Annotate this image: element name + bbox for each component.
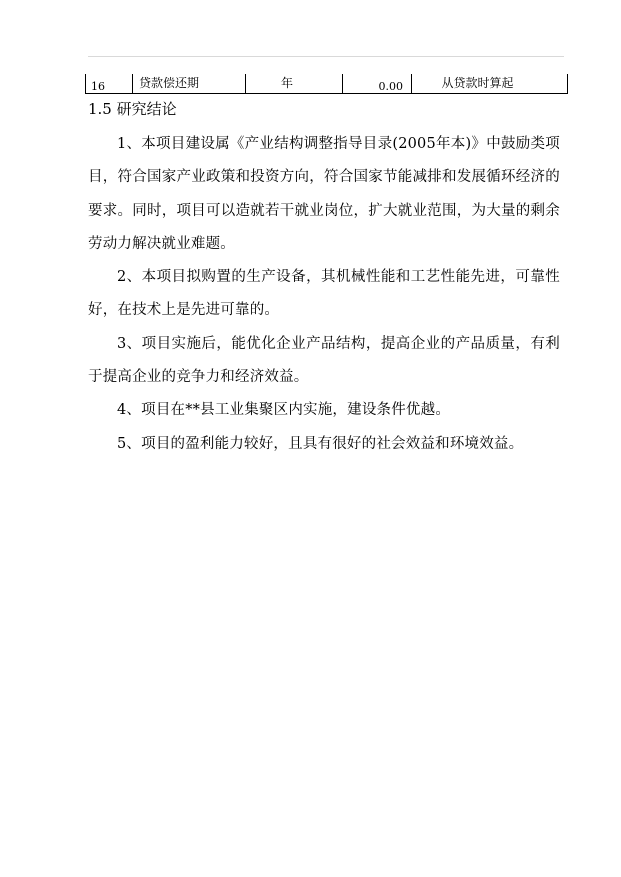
conclusion-paragraph-3: 3、项目实施后，能优化企业产品结构，提高企业的产品质量，有利于提高企业的竞争力和经济效益。: [88, 335, 560, 386]
table-cell-item: 贷款偿还期: [132, 74, 245, 93]
table-cell-note: 从贷款时算起: [411, 74, 568, 93]
section-heading: 1.5 研究结论: [88, 100, 177, 118]
conclusion-paragraph-4: 4、项目在**县工业集聚区内实施，建设条件优越。: [117, 402, 451, 419]
conclusion-body: [88, 128, 560, 461]
table-cell-no: 16: [85, 74, 132, 93]
header-rule: [88, 56, 564, 57]
conclusion-paragraph-1: 1、本项目建设属《产业结构调整指导目录(2005年本)》中鼓励类项目，符合国家产业政策和投资方向，符合国家节能减排和发展循环经济的要求。同时，项目可以造就若干就业岗位，扩大就业范围，为大量的剩余劳动力解决就业难题。: [88, 136, 560, 252]
table-cell-unit: 年: [245, 74, 342, 93]
conclusion-paragraph-5: 5、项目的盈利能力较好，且具有很好的社会效益和环境效益。: [117, 435, 524, 452]
table-row: [85, 74, 568, 94]
table-cell-value: 0.00: [342, 74, 411, 93]
conclusion-paragraph-2: 2、本项目拟购置的生产设备，其机械性能和工艺性能先进，可靠性好，在技术上是先进可靠的。: [88, 269, 560, 319]
